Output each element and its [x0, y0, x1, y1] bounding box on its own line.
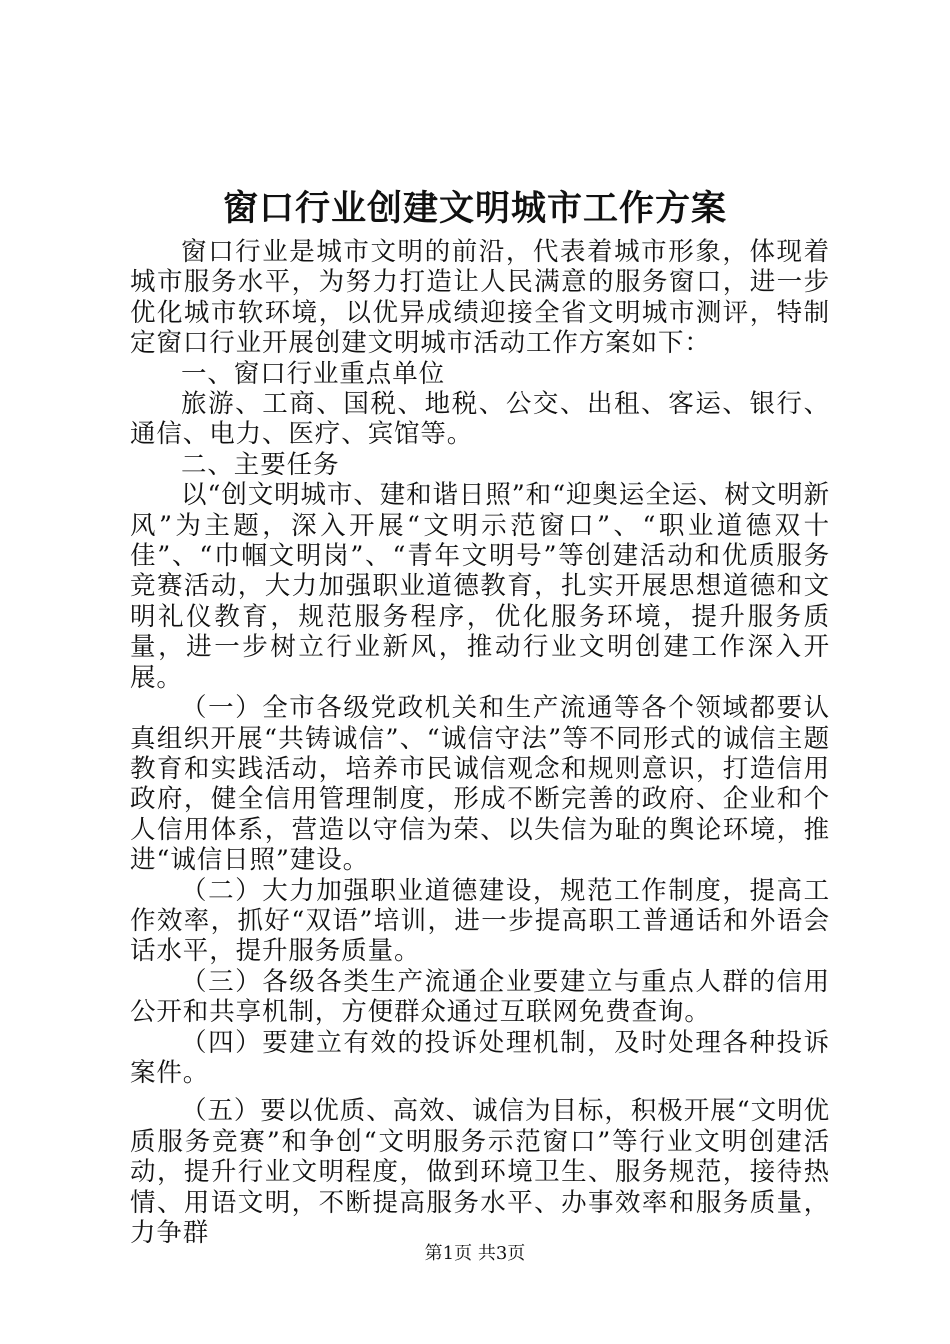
paragraph-item-4: （四）要建立有效的投诉处理机制，及时处理各种投诉案件。	[130, 1027, 830, 1088]
document-title: 窗口行业创建文明城市工作方案	[222, 188, 727, 229]
paragraph-main-tasks: 以“创文明城市、建和谐日照”和“迎奥运全运、树文明新风”为主题，深入开展“文明示范窗口”、“职业道德双十佳”、“巾帼文明岗”、“青年文明号”等创建活动和优质服务竞赛活动，大力加强职业道德教育，扎实开展思想道德和文明礼仪教育，规范服务程序，优化服务环境，提升服务质量，进一步树立行业新风，推动行业文明创建工作深入开展。	[130, 480, 831, 693]
paragraph-intro: 窗口行业是城市文明的前沿，代表着城市形象，体现着城市服务水平，为努力打造让人民满意的服务窗口，进一步优化城市软环境，以优异成绩迎接全省文明城市测评，特制定窗口行业开展创建文明城市活动工作方案如下：	[130, 237, 830, 359]
paragraph-item-1: （一）全市各级党政机关和生产流通等各个领域都要认真组织开展“共铸诚信”、“诚信守法”等不同形式的诚信主题教育和实践活动，培养市民诚信观念和规则意识，打造信用政府，健全信用管理制度，形成不断完善的政府、企业和个人信用体系，营造以守信为荣、以失信为耻的舆论环境，推进“诚信日照”建设。	[130, 693, 830, 876]
paragraph-item-2: （二）大力加强职业道德建设，规范工作制度，提高工作效率，抓好“双语”培训，进一步提高职工普通话和外语会话水平，提升服务质量。	[130, 875, 830, 967]
heading-main-tasks: 二、主要任务	[181, 449, 340, 480]
heading-key-units: 一、窗口行业重点单位	[181, 358, 446, 389]
paragraph-item-5: （五）要以优质、高效、诚信为目标，积极开展“文明优质服务竞赛”和争创“文明服务示范窗口”等行业文明创建活动，提升行业文明程度，做到环境卫生、服务规范，接待热情、用语文明，不断提高服务水平、办事效率和服务质量，力争群	[130, 1096, 830, 1248]
document-body	[130, 237, 830, 1248]
paragraph-item-3: （三）各级各类生产流通企业要建立与重点人群的信用公开和共享机制，方便群众通过互联网免费查询。	[130, 966, 830, 1028]
paragraph-units-list: 旅游、工商、国税、地税、公交、出租、客运、银行、通信、电力、医疗、宾馆等。	[130, 389, 830, 450]
page-number-footer: 第1页 共3页	[424, 1243, 526, 1264]
